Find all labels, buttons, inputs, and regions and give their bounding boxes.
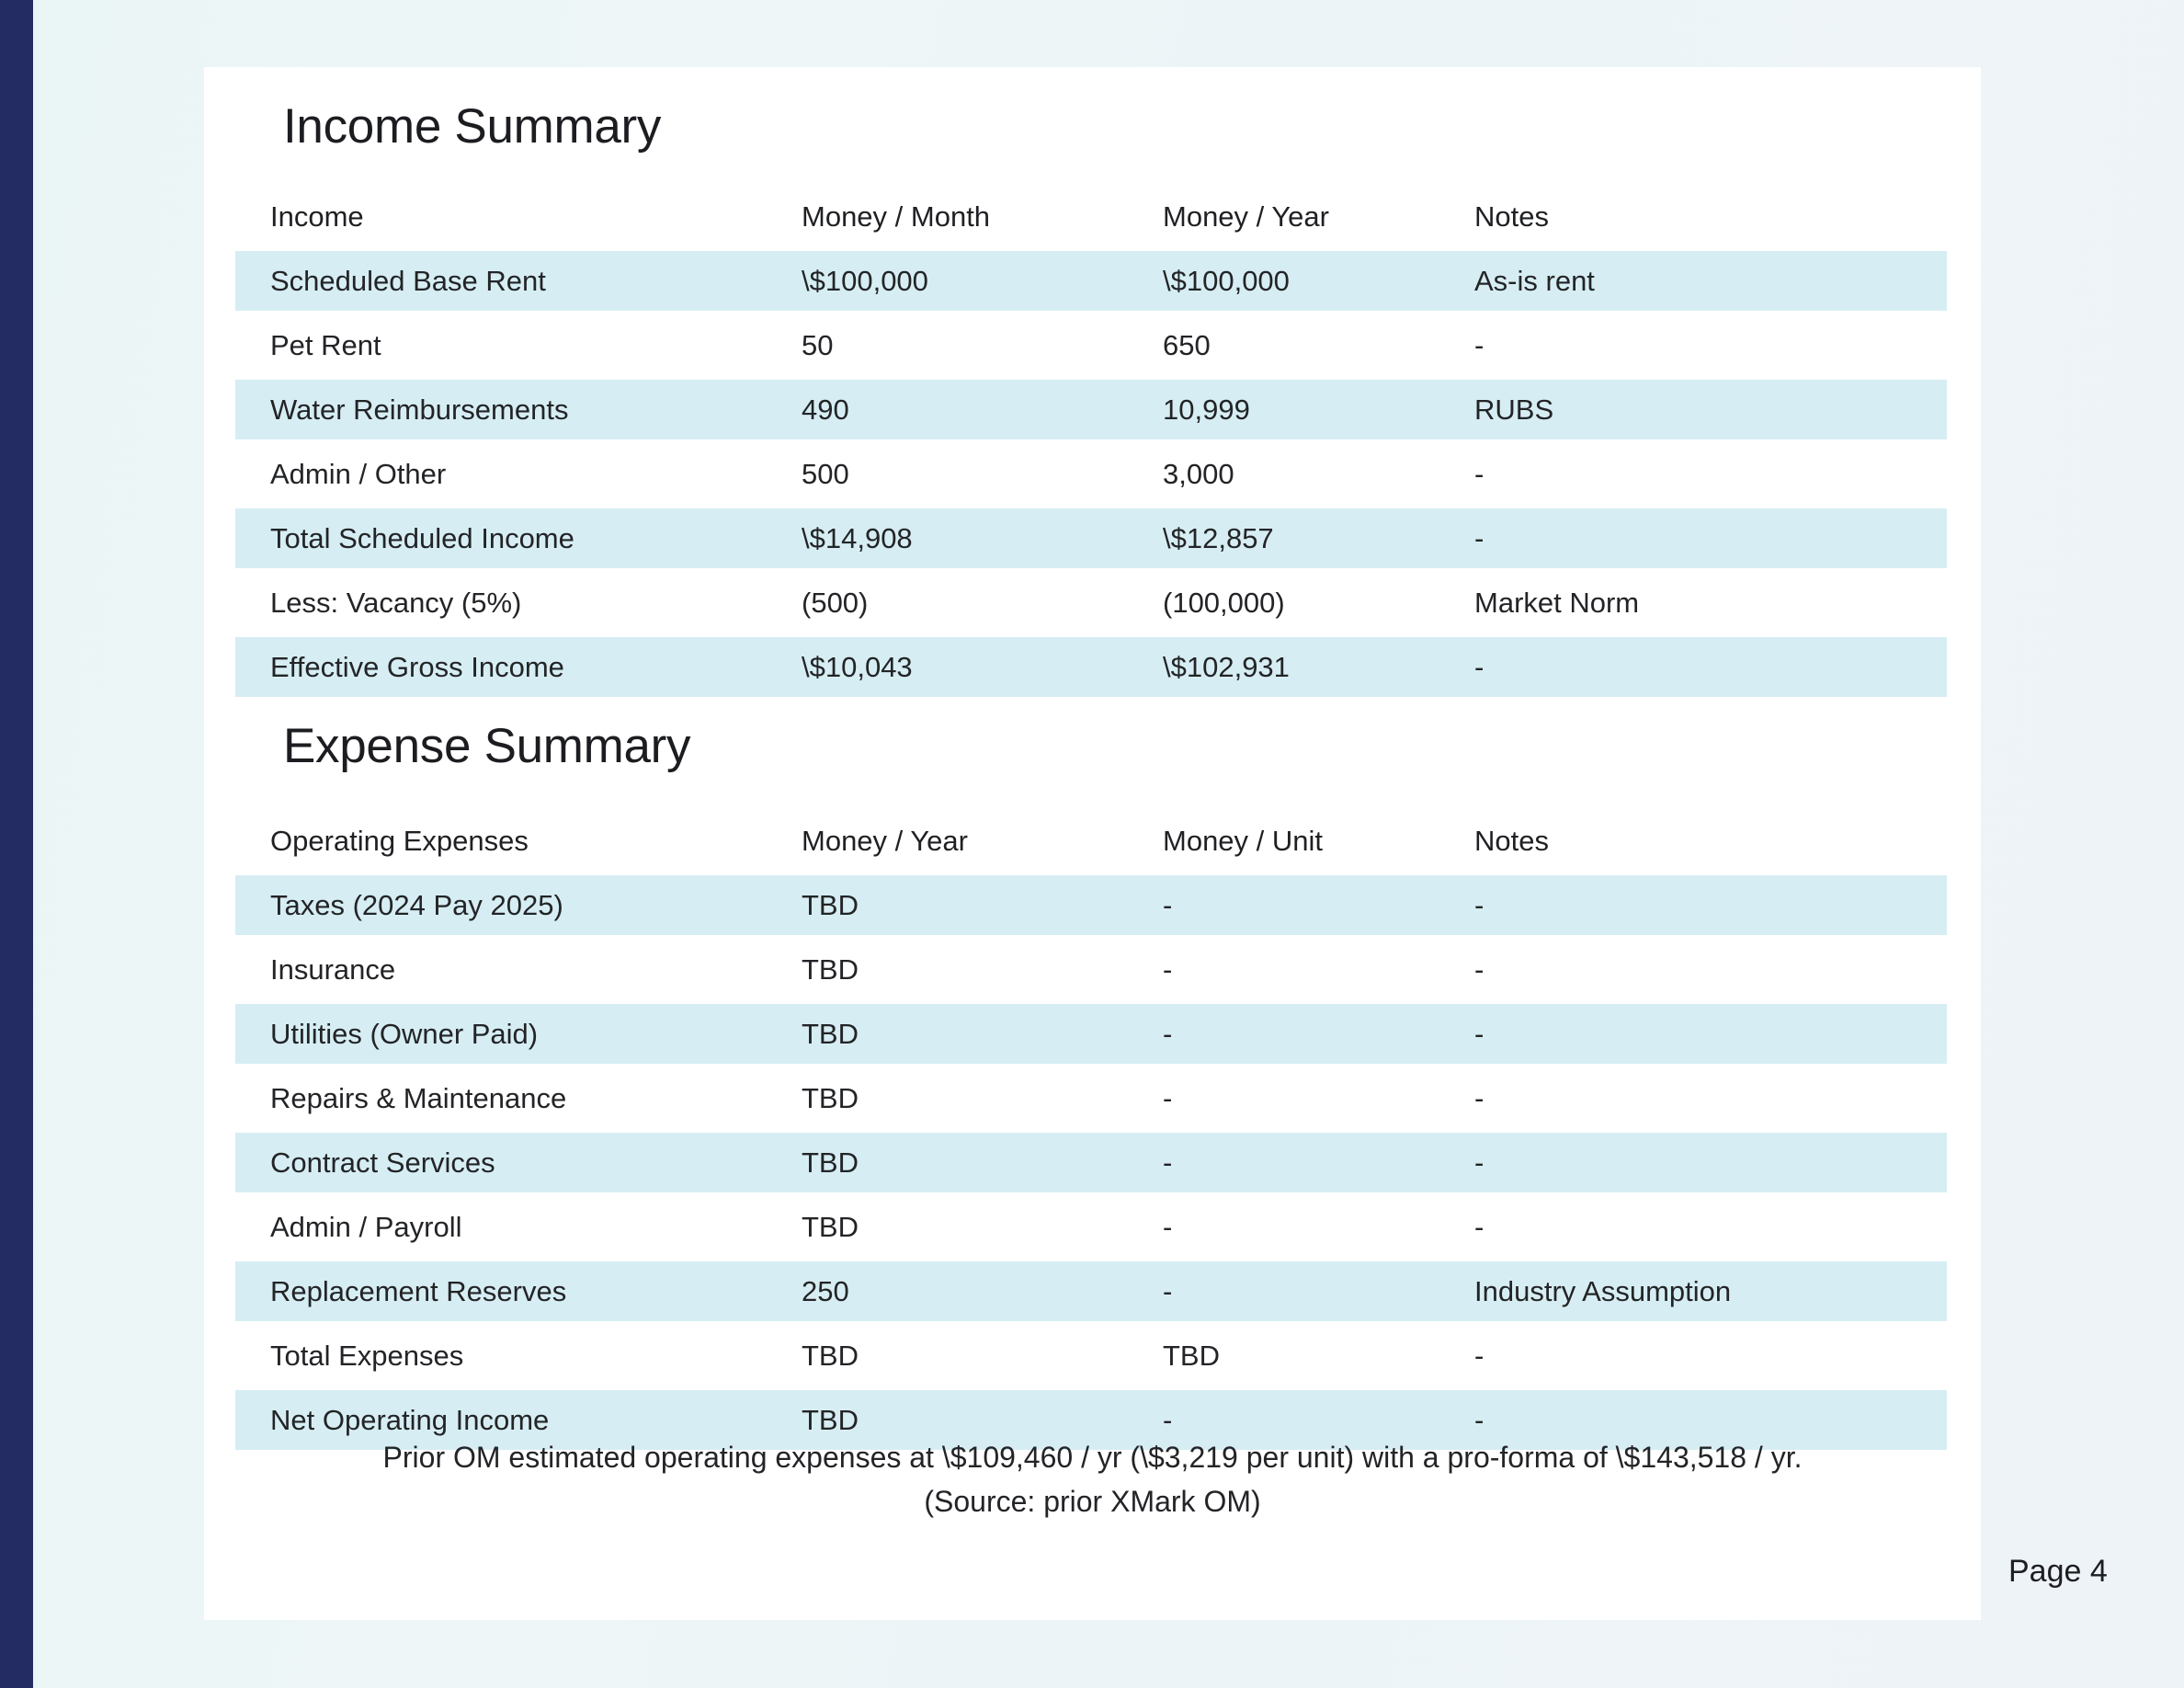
footnote-line-1: Prior OM estimated operating expenses at \$109,460 / yr (\$3,219 per unit) with a pro-forma of \$143,518 / yr. xyxy=(382,1441,1803,1474)
row-background xyxy=(235,1326,1947,1386)
footnote xyxy=(204,1435,1981,1523)
row-value: TBD xyxy=(802,1404,859,1436)
row-value: - xyxy=(1474,1404,1484,1436)
table-row xyxy=(204,249,1981,314)
row-value: - xyxy=(1163,1404,1173,1436)
table-row xyxy=(204,378,1981,442)
expense-summary-title: Expense Summary xyxy=(283,719,691,773)
row-value: TBD xyxy=(802,1211,859,1243)
row-value: TBD xyxy=(802,889,859,921)
left-accent-bar xyxy=(0,0,33,1688)
row-value: \$12,857 xyxy=(1163,522,1274,554)
row-value: - xyxy=(1163,1211,1173,1243)
row-label: Scheduled Base Rent xyxy=(270,265,546,297)
row-background xyxy=(235,940,1947,999)
row-label: Admin / Payroll xyxy=(270,1211,462,1243)
row-value: 500 xyxy=(802,458,849,490)
column-header: Money / Month xyxy=(802,200,991,233)
row-value: - xyxy=(1474,329,1484,361)
row-value: Market Norm xyxy=(1474,587,1640,619)
row-label: Less: Vacancy (5%) xyxy=(270,587,522,619)
row-value: - xyxy=(1474,1082,1484,1114)
row-value: 250 xyxy=(802,1275,849,1307)
row-label: Pet Rent xyxy=(270,329,381,361)
table-row xyxy=(204,507,1981,571)
row-value: - xyxy=(1474,953,1484,986)
row-value: 50 xyxy=(802,329,834,361)
content-card xyxy=(204,67,1981,1620)
row-value: TBD xyxy=(802,1146,859,1179)
row-value: - xyxy=(1163,889,1173,921)
column-header: Notes xyxy=(1474,200,1549,233)
row-label: Utilities (Owner Paid) xyxy=(270,1018,539,1050)
footnote-line-2: (Source: prior XMark OM) xyxy=(924,1485,1261,1518)
table-row xyxy=(204,314,1981,378)
row-value: - xyxy=(1474,1018,1484,1050)
row-label: Water Reimbursements xyxy=(270,393,569,426)
row-value: TBD xyxy=(802,1082,859,1114)
column-header: Notes xyxy=(1474,825,1549,857)
table-row xyxy=(204,938,1981,1002)
table-row xyxy=(204,635,1981,700)
row-value: - xyxy=(1474,1146,1484,1179)
row-value: TBD xyxy=(802,1018,859,1050)
row-value: - xyxy=(1163,1146,1173,1179)
table-row xyxy=(204,1131,1981,1195)
row-value: (100,000) xyxy=(1163,587,1285,619)
column-header: Money / Year xyxy=(802,825,968,857)
row-value: 650 xyxy=(1163,329,1211,361)
row-value: - xyxy=(1474,522,1484,554)
table-row xyxy=(204,442,1981,507)
row-value: - xyxy=(1474,458,1484,490)
row-value: - xyxy=(1163,1275,1173,1307)
table-row xyxy=(204,1066,1981,1131)
row-value: TBD xyxy=(802,953,859,986)
row-label: Effective Gross Income xyxy=(270,651,564,683)
table-row xyxy=(204,1324,1981,1388)
row-value: \$100,000 xyxy=(1163,265,1290,297)
row-label: Admin / Other xyxy=(270,458,447,490)
row-value: TBD xyxy=(802,1340,859,1372)
row-value: - xyxy=(1163,1082,1173,1114)
row-label: Insurance xyxy=(270,953,396,986)
income-summary-title: Income Summary xyxy=(283,99,662,154)
row-value: 10,999 xyxy=(1163,393,1250,426)
row-value: \$102,931 xyxy=(1163,651,1290,683)
row-value: As-is rent xyxy=(1474,265,1595,297)
table-row xyxy=(204,1195,1981,1260)
row-label: Replacement Reserves xyxy=(270,1275,567,1307)
row-value: TBD xyxy=(1163,1340,1220,1372)
row-value: - xyxy=(1474,889,1484,921)
table-row xyxy=(204,1260,1981,1324)
column-header: Money / Year xyxy=(1163,200,1329,233)
row-background xyxy=(235,1197,1947,1257)
column-header: Operating Expenses xyxy=(270,825,529,857)
row-value: \$100,000 xyxy=(802,265,928,297)
table-row xyxy=(204,571,1981,635)
row-label: Taxes (2024 Pay 2025) xyxy=(270,889,563,921)
row-value: 3,000 xyxy=(1163,458,1234,490)
row-value: RUBS xyxy=(1474,393,1554,426)
row-value: - xyxy=(1163,953,1173,986)
table-header-row xyxy=(204,809,1981,873)
row-label: Repairs & Maintenance xyxy=(270,1082,567,1114)
row-value: \$14,908 xyxy=(802,522,913,554)
row-background xyxy=(235,444,1947,504)
row-value: - xyxy=(1474,651,1484,683)
table-row xyxy=(204,873,1981,938)
row-value: - xyxy=(1163,1018,1173,1050)
row-background xyxy=(235,187,1947,246)
page-number: Page 4 xyxy=(2008,1554,2108,1589)
column-header: Income xyxy=(270,200,364,233)
row-label: Net Operating Income xyxy=(270,1404,550,1436)
table-row xyxy=(204,1002,1981,1066)
table-header-row xyxy=(204,185,1981,249)
row-label: Contract Services xyxy=(270,1146,495,1179)
column-header: Money / Unit xyxy=(1163,825,1324,857)
row-value: - xyxy=(1474,1211,1484,1243)
row-value: (500) xyxy=(802,587,869,619)
row-value: 490 xyxy=(802,393,849,426)
row-label: Total Expenses xyxy=(270,1340,464,1372)
row-background xyxy=(235,315,1947,375)
row-value: - xyxy=(1474,1340,1484,1372)
row-value: Industry Assumption xyxy=(1474,1275,1732,1307)
row-value: \$10,043 xyxy=(802,651,913,683)
row-label: Total Scheduled Income xyxy=(270,522,574,554)
